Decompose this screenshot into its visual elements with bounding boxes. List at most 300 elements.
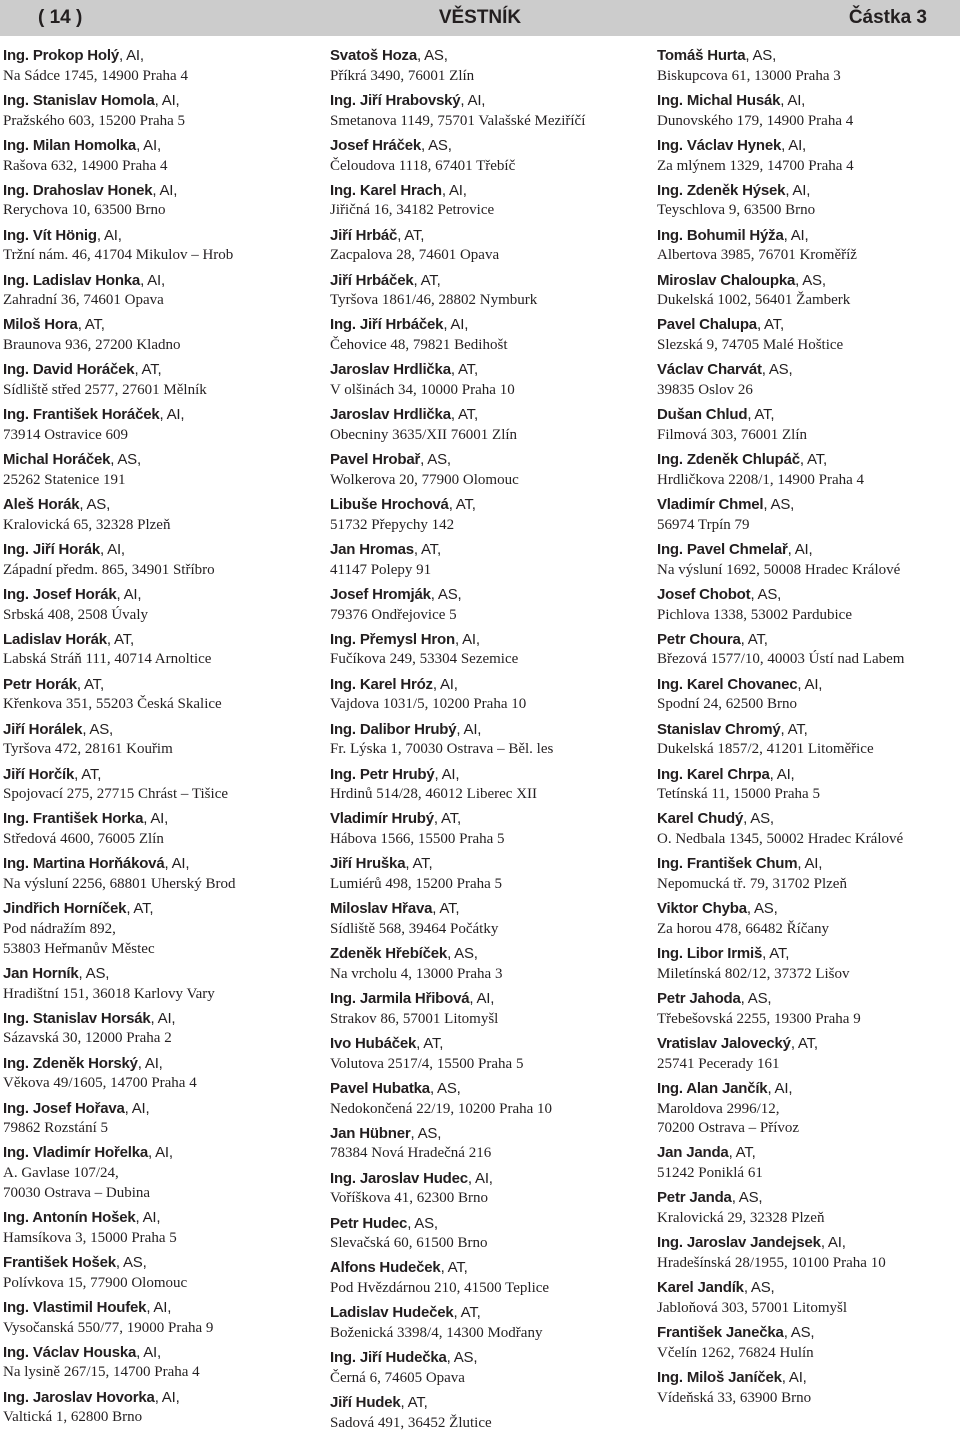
entry-heading: [657, 495, 957, 516]
address-line: Pražského 603, 15200 Praha 5: [3, 112, 186, 129]
list-item: [657, 1143, 957, 1183]
entry-heading: [3, 765, 323, 786]
authorization-code: , AT,: [728, 1144, 756, 1162]
person-name: Ivo Hubáček: [330, 1034, 417, 1052]
address-line: Wolkerova 20, 77900 Olomouc: [330, 471, 519, 488]
authorization-code: , AT,: [106, 630, 134, 648]
entry-heading: [330, 989, 650, 1010]
list-item: [3, 226, 323, 266]
entry-heading: [3, 1099, 323, 1120]
entry-heading: [3, 630, 323, 651]
person-name: Ing. Milan Homolka: [3, 136, 137, 154]
address-line: Strakov 86, 57001 Litomyšl: [330, 1010, 499, 1027]
list-item: [330, 450, 650, 490]
list-item: [330, 91, 650, 131]
person-name: Ing. Karel Chovanec: [657, 675, 798, 693]
authorization-code: , AS,: [82, 720, 113, 738]
list-item: [3, 540, 323, 580]
person-name: Ing. Martina Horňáková: [3, 855, 165, 873]
authorization-code: , AS,: [79, 496, 111, 514]
authorization-code: , AI,: [137, 1054, 163, 1072]
entry-heading: [657, 1233, 957, 1254]
entry-heading: [3, 1009, 323, 1030]
address-line: Na Sádce 1745, 14900 Praha 4: [3, 67, 188, 84]
authorization-code: , AT,: [747, 406, 775, 424]
authorization-code: , AI,: [136, 136, 161, 154]
list-item: [3, 809, 323, 849]
authorization-code: , AI,: [787, 540, 813, 558]
address-line: Jabloňová 303, 57001 Litomyšl: [657, 1299, 847, 1316]
list-item: [330, 1169, 650, 1209]
person-name: Petr Jahoda: [657, 990, 741, 1008]
authorization-code: , AI,: [785, 181, 811, 199]
address-line: Biskupcova 61, 13000 Praha 3: [657, 67, 841, 84]
address-line: 79376 Ondřejovice 5: [330, 606, 457, 623]
authorization-code: , AS,: [746, 900, 778, 918]
address-line: Pod Hvězdárnou 210, 41500 Teplice: [330, 1280, 550, 1297]
person-name: Ing. Jiří Hudečka: [330, 1349, 447, 1367]
entry-heading: [3, 1253, 323, 1274]
authorization-code: , AI,: [456, 720, 482, 738]
authorization-code: , AI,: [781, 1368, 807, 1386]
authorization-code: , AT,: [450, 361, 478, 379]
authorization-code: , AI,: [135, 1209, 161, 1227]
list-item: [330, 1258, 650, 1298]
address-line: Na výsluní 1692, 50008 Hradec Králové: [657, 561, 901, 578]
address-line: Obecniny 3635/XII 76001 Zlín: [330, 426, 518, 443]
list-item: [330, 1348, 650, 1388]
entry-heading: [657, 226, 957, 247]
entry-heading: [330, 1393, 650, 1414]
list-item: [657, 495, 957, 535]
entry-heading: [3, 271, 323, 292]
list-item: [657, 226, 957, 266]
address-line: Fučíkova 249, 53304 Sezemice: [330, 651, 519, 668]
list-item: [3, 360, 323, 400]
address-line: Albertova 3985, 76701 Kroměříž: [657, 247, 857, 264]
entry-heading: [3, 540, 323, 561]
entry-heading: [657, 450, 957, 471]
address-line: 79862 Rozstání 5: [3, 1120, 108, 1137]
entry-heading: [657, 91, 957, 112]
address-line: Sadová 491, 36452 Žlutice: [330, 1414, 492, 1431]
person-name: Ing. František Chum: [657, 855, 798, 873]
entry-heading: [330, 1124, 650, 1145]
person-name: Ing. Josef Horák: [3, 585, 117, 603]
entry-heading: [3, 360, 323, 381]
address-line: Zahradní 36, 74601 Opava: [3, 292, 164, 309]
address-line: Rerychova 10, 63500 Brno: [3, 202, 166, 219]
entry-heading: [330, 136, 650, 157]
list-item: [330, 46, 650, 86]
address-line: Vídeňská 33, 63900 Brno: [657, 1389, 812, 1406]
list-item: [330, 809, 650, 849]
list-item: [330, 271, 650, 311]
list-item: [657, 540, 957, 580]
list-item: [3, 1343, 323, 1383]
list-item: [657, 675, 957, 715]
authorization-code: , AT,: [74, 765, 102, 783]
entry-heading: [330, 1214, 650, 1235]
address-line: Čehovice 48, 79821 Bedihošt: [330, 337, 508, 354]
entry-heading: [3, 450, 323, 471]
authorization-code: , AT,: [76, 675, 104, 693]
authorization-code: , AT,: [413, 271, 441, 289]
entry-heading: [3, 1388, 323, 1409]
entry-heading: [657, 1323, 957, 1344]
address-line: Slevačská 60, 61500 Brno: [330, 1235, 488, 1252]
entry-heading: [330, 360, 650, 381]
person-name: Ing. Jaroslav Jandejsek: [657, 1234, 821, 1252]
person-name: Ing. Jiří Hrabovský: [330, 91, 461, 109]
address-line: Křenkova 351, 55203 Česká Skalice: [3, 696, 222, 713]
authorization-code: , AS,: [743, 810, 774, 828]
person-name: Ing. Zdeněk Horský: [3, 1054, 138, 1072]
column-2: [330, 46, 650, 1438]
list-item: [657, 854, 957, 894]
authorization-code: , AI,: [146, 1298, 172, 1316]
entry-heading: [3, 495, 323, 516]
authorization-code: , AI,: [434, 765, 460, 783]
person-name: Ing. Vladimír Hořelka: [3, 1144, 149, 1162]
address-line: Nedokončená 22/19, 10200 Praha 10: [330, 1100, 553, 1117]
address-line: 51732 Přepychy 142: [330, 516, 455, 533]
address-line: Srbská 408, 2508 Úvaly: [3, 606, 148, 623]
list-item: [657, 315, 957, 355]
entry-heading: [3, 1343, 323, 1364]
authorization-code: , AS,: [421, 136, 452, 154]
entry-heading: [657, 1034, 957, 1055]
list-item: [3, 1253, 323, 1293]
authorization-code: , AT,: [790, 1034, 818, 1052]
person-name: Stanislav Chromý: [657, 720, 781, 738]
list-item: [657, 899, 957, 939]
authorization-code: , AT,: [740, 630, 768, 648]
authorization-code: , AT,: [413, 540, 441, 558]
person-name: Ing. Petr Hrubý: [330, 765, 435, 783]
entry-heading: [657, 675, 957, 696]
person-name: Ing. Jiří Hrbáček: [330, 316, 444, 334]
person-name: Jaroslav Hrdlička: [330, 406, 451, 424]
address-line: Hradešínská 28/1955, 10100 Praha 10: [657, 1254, 886, 1271]
authorization-code: , AT,: [134, 361, 162, 379]
list-item: [657, 1233, 957, 1273]
list-item: [330, 315, 650, 355]
list-item: [657, 181, 957, 221]
entry-heading: [657, 540, 957, 561]
authorization-code: , AS,: [743, 1279, 775, 1297]
person-name: Jiří Horčík: [3, 765, 75, 783]
address-line: Vajdova 1031/5, 10200 Praha 10: [330, 696, 527, 713]
entry-heading: [3, 585, 323, 606]
address-line: Na lysině 267/15, 14700 Praha 4: [3, 1364, 200, 1381]
entry-heading: [657, 944, 957, 965]
person-name: Ing. Karel Hróz: [330, 675, 433, 693]
authorization-code: , AS,: [795, 271, 826, 289]
address-line: Vysočanská 550/77, 19000 Praha 9: [3, 1319, 214, 1336]
list-item: [330, 720, 650, 760]
list-item: [657, 765, 957, 805]
person-name: Jindřich Horníček: [3, 900, 127, 918]
person-name: Alfons Hudeček: [330, 1259, 441, 1277]
person-name: Ing. Jaroslav Hudec: [330, 1169, 468, 1187]
person-name: Ing. Stanislav Horsák: [3, 1009, 151, 1027]
entry-heading: [657, 585, 957, 606]
authorization-code: , AT,: [432, 900, 460, 918]
address-line: 70200 Ostrava – Přívoz: [657, 1120, 800, 1137]
entry-heading: [657, 181, 957, 202]
authorization-code: , AS,: [740, 990, 772, 1008]
list-item: [3, 1298, 323, 1338]
entry-heading: [3, 181, 323, 202]
person-name: František Hošek: [3, 1253, 116, 1271]
authorization-code: , AI,: [469, 990, 495, 1008]
list-item: [657, 1188, 957, 1228]
list-item: [657, 720, 957, 760]
address-line: Středová 4600, 76005 Zlín: [3, 831, 164, 848]
entry-heading: [330, 585, 650, 606]
person-name: Tomáš Hurta: [657, 47, 746, 64]
authorization-code: , AS,: [78, 964, 110, 982]
entry-heading: [3, 720, 323, 741]
entry-heading: [330, 1169, 650, 1190]
list-item: [3, 91, 323, 131]
list-item: [657, 46, 957, 86]
list-item: [657, 989, 957, 1029]
list-item: [330, 1303, 650, 1343]
entry-heading: [657, 989, 957, 1010]
address-line: 41147 Polepy 91: [330, 561, 432, 578]
list-item: [330, 854, 650, 894]
authorization-code: , AI,: [136, 1343, 161, 1361]
authorization-code: , AI,: [783, 226, 809, 244]
address-line: Spodní 24, 62500 Brno: [657, 696, 798, 713]
person-name: Miloš Hora: [3, 316, 78, 334]
address-line: Hrdličkova 2208/1, 14900 Praha 4: [657, 471, 865, 488]
person-name: Zdeněk Hřebíček: [330, 945, 448, 963]
authorization-code: , AI,: [154, 91, 180, 109]
authorization-code: , AT,: [440, 1259, 468, 1277]
authorization-code: , AI,: [116, 585, 142, 603]
address-line: Věkova 49/1605, 14700 Praha 4: [3, 1075, 197, 1092]
authorization-code: , AI,: [443, 316, 469, 334]
list-item: [330, 405, 650, 445]
address-line: Na vrcholu 4, 13000 Praha 3: [330, 965, 503, 982]
address-line: Volutova 2517/4, 15500 Praha 5: [330, 1055, 524, 1072]
authorization-code: , AT,: [448, 496, 476, 514]
address-line: Labská Stráň 111, 40714 Arnoltice: [3, 651, 212, 668]
list-item: [3, 271, 323, 311]
entry-heading: [330, 1079, 650, 1100]
authorization-code: , AS,: [430, 585, 462, 603]
entry-heading: [330, 226, 650, 247]
address-line: 53803 Heřmanův Městec: [3, 940, 155, 957]
person-name: Vladimír Chmel: [657, 496, 764, 514]
authorization-code: , AI,: [432, 675, 458, 693]
person-name: Ing. Bohumil Hýža: [657, 226, 784, 244]
authorization-code: , AS,: [417, 47, 448, 64]
entry-heading: [3, 405, 323, 426]
person-name: Ladislav Horák: [3, 630, 107, 648]
list-item: [3, 1388, 323, 1428]
address-line: Smetanova 1149, 75701 Valašské Meziříčí: [330, 112, 586, 129]
entry-heading: [3, 46, 323, 67]
publication-title: VĚSTNÍK: [438, 7, 522, 28]
authorization-code: , AS,: [420, 451, 451, 469]
person-name: Petr Horák: [3, 675, 77, 693]
address-line: Fr. Lýska 1, 70030 Ostrava – Běl. les: [330, 741, 554, 758]
person-name: Jaroslav Hrdlička: [330, 361, 451, 379]
address-line: Jiřičná 16, 34182 Petrovice: [330, 202, 495, 219]
authorization-code: , AI,: [454, 630, 480, 648]
person-name: Ing. Antonín Hošek: [3, 1209, 136, 1227]
entry-heading: [657, 136, 957, 157]
list-item: [330, 989, 650, 1029]
authorization-code: , AS,: [446, 1349, 478, 1367]
authorization-code: , AI,: [124, 1099, 150, 1117]
list-item: [330, 765, 650, 805]
person-name: Ing. Vít Hönig: [3, 226, 97, 244]
address-line: 73914 Ostravice 609: [3, 426, 128, 443]
person-name: Ing. Drahoslav Honek: [3, 181, 153, 199]
address-line: Valtická 1, 62800 Brno: [3, 1409, 143, 1426]
address-line: Kralovická 65, 32328 Plzeň: [3, 516, 171, 533]
address-line: Zacpalova 28, 74601 Opava: [330, 247, 500, 264]
person-name: Jiří Horálek: [3, 720, 83, 738]
authorization-code: , AT,: [400, 1394, 428, 1412]
entry-heading: [657, 765, 957, 786]
address-line: Voříškova 41, 62300 Brno: [330, 1190, 489, 1207]
entry-heading: [3, 315, 323, 336]
list-item: [3, 585, 323, 625]
address-line: Dukelská 1002, 56401 Žamberk: [657, 292, 851, 309]
address-line: Příkrá 3490, 76001 Zlín: [330, 67, 475, 84]
person-name: Dušan Chlud: [657, 406, 748, 424]
list-item: [657, 450, 957, 490]
authorization-code: , AS,: [410, 1124, 442, 1142]
authorization-code: , AI,: [140, 271, 165, 289]
address-line: Slezská 9, 74705 Malé Hoštice: [657, 337, 844, 354]
entry-heading: [657, 1079, 957, 1100]
authorization-code: , AI,: [118, 47, 144, 64]
person-name: Ing. Dalibor Hrubý: [330, 720, 457, 738]
person-name: Libuše Hrochová: [330, 496, 449, 514]
entry-heading: [657, 1368, 957, 1389]
authorization-code: , AS,: [745, 47, 777, 64]
person-name: Miloslav Hřava: [330, 900, 433, 918]
page-number: ( 14 ): [38, 7, 83, 28]
list-item: [3, 1208, 323, 1248]
entry-heading: [3, 675, 323, 696]
person-name: Jan Hübner: [330, 1124, 411, 1142]
person-name: Svatoš Hoza: [330, 47, 417, 64]
issue-part: Částka 3: [848, 7, 927, 28]
address-line: 51242 Poniklá 61: [657, 1165, 763, 1182]
list-item: [330, 495, 650, 535]
person-name: Ing. Michal Husák: [657, 91, 781, 109]
address-line: Sázavská 30, 12000 Praha 2: [3, 1030, 172, 1047]
authorization-code: , AS,: [407, 1214, 438, 1232]
list-item: [330, 1034, 650, 1074]
entry-heading: [330, 91, 650, 112]
list-item: [330, 944, 650, 984]
entry-heading: [657, 271, 957, 292]
entry-heading: [330, 630, 650, 651]
authorization-code: , AI,: [797, 675, 823, 693]
address-line: Spojovací 275, 27715 Chrást – Tišice: [3, 786, 229, 803]
list-item: [657, 1368, 957, 1408]
list-item: [657, 1278, 957, 1318]
person-name: Jan Hromas: [330, 540, 414, 558]
entry-heading: [3, 854, 323, 875]
address-line: 39835 Oslov 26: [657, 382, 753, 399]
entry-heading: [330, 271, 650, 292]
address-line: Západní předm. 865, 34901 Stříbro: [3, 561, 215, 578]
authorization-code: , AI,: [781, 136, 807, 154]
entry-heading: [3, 899, 323, 920]
list-item: [657, 944, 957, 984]
entry-heading: [657, 1278, 957, 1299]
list-item: [3, 899, 323, 959]
address-line: Lumiérů 498, 15200 Praha 5: [330, 876, 503, 893]
authorization-code: , AS,: [429, 1079, 461, 1097]
address-line: 56974 Trpín 79: [657, 516, 750, 533]
person-name: Ing. Miloš Janíček: [657, 1368, 782, 1386]
person-name: Vladimír Hrubý: [330, 810, 434, 828]
person-name: Ing. Zdeněk Hýsek: [657, 181, 786, 199]
person-name: Ing. Libor Irmiš: [657, 945, 763, 963]
address-line: Filmová 303, 76001 Zlín: [657, 426, 807, 443]
authorization-code: , AI,: [154, 1388, 180, 1406]
person-name: Jiří Hrbáček: [330, 271, 414, 289]
person-name: Jiří Hudek: [330, 1394, 401, 1412]
list-item: [330, 540, 650, 580]
entry-heading: [657, 1143, 957, 1164]
person-name: Ing. Václav Hynek: [657, 136, 782, 154]
authorization-code: , AT,: [762, 945, 790, 963]
entry-heading: [330, 1303, 650, 1324]
address-line: Na výsluní 2256, 68801 Uherský Brod: [3, 876, 236, 893]
list-item: [3, 1009, 323, 1049]
list-item: [3, 854, 323, 894]
list-item: [657, 91, 957, 131]
person-name: Ing. Ladislav Honka: [3, 271, 141, 289]
person-name: Ing. Alan Jančík: [657, 1079, 768, 1097]
authorization-code: , AI,: [460, 91, 486, 109]
list-item: [3, 181, 323, 221]
address-line: Dunovského 179, 14900 Praha 4: [657, 112, 854, 129]
person-name: Jiří Hruška: [330, 855, 406, 873]
entry-heading: [3, 809, 323, 830]
address-line: Třebešovská 2255, 19300 Praha 9: [657, 1010, 861, 1027]
address-line: Maroldova 2996/12,: [657, 1100, 780, 1117]
entry-heading: [3, 1143, 323, 1164]
entry-heading: [330, 944, 650, 965]
authorization-code: , AI,: [96, 226, 122, 244]
person-name: Ing. Karel Hrach: [330, 181, 442, 199]
authorization-code: , AI,: [159, 406, 185, 424]
list-item: [3, 495, 323, 535]
entry-heading: [657, 46, 957, 67]
person-name: Ing. Jarmila Hřibová: [330, 990, 470, 1008]
address-line: Kralovická 29, 32328 Plzeň: [657, 1210, 825, 1227]
authorization-code: , AI,: [767, 1079, 793, 1097]
person-name: Ing. Zdeněk Chlupáč: [657, 451, 800, 469]
person-name: Miroslav Chaloupka: [657, 271, 796, 289]
list-item: [330, 136, 650, 176]
person-name: Petr Janda: [657, 1189, 732, 1207]
address-line: Teyschlova 9, 63500 Brno: [657, 202, 816, 219]
